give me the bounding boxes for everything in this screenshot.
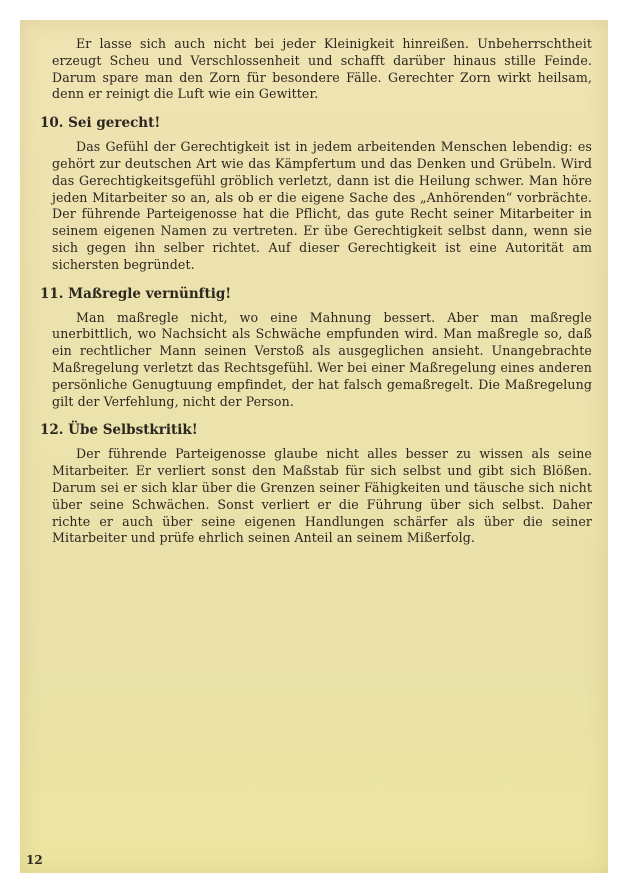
intro-paragraph: Er lasse sich auch nicht bei jeder Kleinigkeit hinreißen. Unbeherrschtheit erzeugt Scheu und Verschlossenheit und schafft darüber hinaus stille Feinde. Darum spare man den Zorn für besondere Fälle. Gerechter Zorn wirkt heilsam, denn er reinigt die Luft wie ein Gewitter. [52, 36, 592, 102]
section-body-11: Man maßregle nicht, wo eine Mahnung bessert. Aber man maßregle unerbittlich, wo Nachsicht als Schwäche empfunden wird. Man maßregle so, daß ein rechtlicher Mann seinen Verstoß als ausgeglichen ansieht. Unangebrachte Maßregelung verletzt das Rechtsgefühl. Wer bei einer Maßregelung eines anderen persönliche Genugtuung empfindet, der hat falsch gemaßregelt. Die Maßregelung gilt der Verfehlung, nicht der Person. [52, 309, 592, 409]
page-number: 12 [26, 853, 43, 867]
section-body-10: Das Gefühl der Gerechtigkeit ist in jedem arbeitenden Menschen lebendig: es gehört zur deutschen Art wie das Kämpfertum und das Denken und Grübeln. Wird das Gerechtigkeitsgefühl gröblich verletzt, dann ist die Heilung schwer. Man höre jeden Mitarbeiter so an, als ob er die eigene Sache des „Anhörenden“ vorbrächte. Der führende Parteigenosse hat die Pflicht, das gute Recht seiner Mitarbeiter in seinem eigenen Namen zu vertreten. Er übe Gerechtigkeit selbst dann, wenn sie sich gegen ihn selber richtet. Auf dieser Gerechtigkeit ist eine Autorität am sichersten begründet. [52, 139, 592, 272]
book-page [20, 20, 608, 873]
section-body-12: Der führende Parteigenosse glaube nicht alles besser zu wissen als seine Mitarbeiter. Er verliert sonst den Maßstab für sich selbst und gibt sich Blößen. Darum sei er sich klar über die Grenzen seiner Fähigkeiten und täusche sich nicht über seine Schwächen. Sonst verliert er die Führung über sich selbst. Daher richte er auch über seine eigenen Handlungen schärfer als über die seiner Mitarbeiter und prüfe ehrlich seinen Anteil an seinem Mißerfolg. [52, 446, 592, 546]
section-heading-12: 12. Übe Selbstkritik! [40, 422, 198, 439]
section-heading-10: 10. Sei gerecht! [40, 115, 161, 132]
section-heading-11: 11. Maßregle vernünftig! [40, 285, 232, 302]
text-block [40, 36, 592, 547]
